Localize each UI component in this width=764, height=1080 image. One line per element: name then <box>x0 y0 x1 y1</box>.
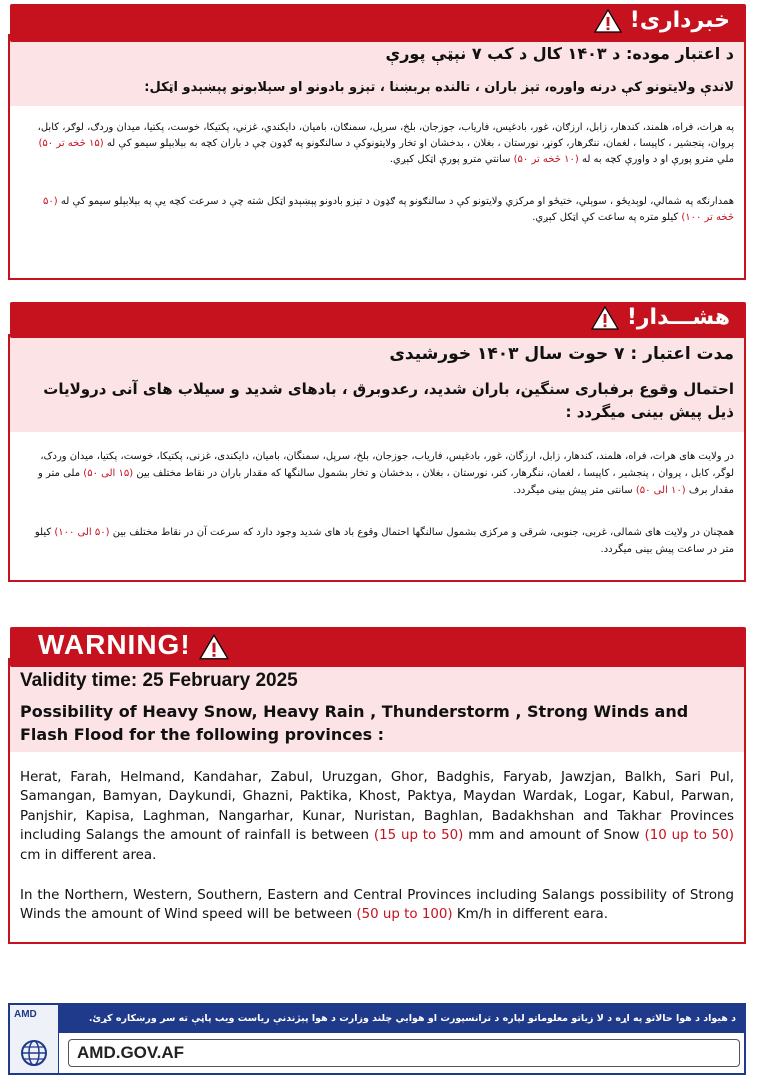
dari-wind-end: کیلو متر در ساعت پیش بینی میگردد. <box>34 527 734 555</box>
dari-wind-range: (۵۰ الی ۱۰۰) <box>54 527 110 538</box>
pashto-wind-text: همدارنګه په شمالي، لوېديځو ، سوېلي، ختيځو او مرکزي ولايتونو کې د سالنګونو په ګډون د تېزو بادونو پېښېدو اټکل شته چې د سرعت کچه يې په بېلابېلو سيمو کې له <box>60 196 734 207</box>
pashto-snow-range: (۱۰ څخه تر ۵۰) <box>513 154 579 165</box>
dari-validity: مدت اعتبار : ۷ حوت سال ۱۴۰۳ خورشیدی <box>389 344 734 364</box>
dari-banner-title-wrap <box>591 305 730 330</box>
footer-note-bar <box>58 1005 744 1033</box>
warning-triangle-icon <box>594 9 622 33</box>
pashto-headline: لاندې ولایتونو کې درنه واوره، تېز باران ، تالنده بربښنا ، تېزو بادونو او سېلابونو پېښېدو اټکل: <box>144 80 734 95</box>
dari-rain-range: (۱۵ الی ۵۰) <box>83 468 134 479</box>
dari-warning-section <box>8 334 746 582</box>
warning-triangle-icon <box>591 306 619 330</box>
english-warning-section <box>8 658 746 944</box>
english-warning-banner <box>10 627 746 667</box>
pashto-rain-range: (۱۵ څخه تر ۵۰) <box>38 138 104 149</box>
english-wind-end: Km/h in different eara. <box>456 907 608 923</box>
amd-badge: AMD <box>14 1009 37 1020</box>
english-banner-title-wrap <box>38 629 229 661</box>
pashto-rain-paragraph <box>22 120 734 168</box>
dari-wind-text: همچنان در ولایت های شمالی، غربی، جنوبی، شرقی و مرکزی بشمول سالنگها احتمال وقوع باد های شدید وجود دارد که سرعت آن در نقاط مختلف بین <box>112 527 734 538</box>
english-rain-paragraph <box>20 768 734 865</box>
globe-icon <box>20 1039 48 1067</box>
pashto-warning-section <box>8 34 746 280</box>
pashto-wind-end: کيلو متره په ساعت کې اټکل کېږي. <box>532 212 679 223</box>
dari-warning-banner <box>10 302 746 338</box>
dari-rain-text: در ولایت های هرات، فراه، هلمند، کندهار، زابل، ارزگان، غور، بادغیس، فاریاب، جوزجان، بلخ، سرپل، سمنگان، بامیان، دایکندی، غزنی، پکتیکا، خوست، پکتیا، میدان وردک، لوگر، کابل ، پروان ، پنجشیر ، کاپیسا ، لغمان، ننگرهار، کنر، نورستان ، بغلان ، بدخشان و تخار بشمول سالنگها که مقدار باران در نقاط مختلف بین <box>40 451 734 479</box>
english-snow-range: (10 up to 50) <box>644 828 734 844</box>
dari-wind-paragraph <box>22 524 734 558</box>
english-rain-mid: mm and amount of Snow <box>468 828 640 844</box>
english-wind-range: (50 up to 100) <box>356 907 453 923</box>
pashto-banner-title: خبرداری! <box>629 8 730 33</box>
pashto-banner-title-wrap <box>594 8 730 33</box>
english-wind-paragraph <box>20 886 734 925</box>
english-rain-end: cm in different area. <box>20 847 157 863</box>
pashto-rain-mid: ملي مترو پورې او د واورې کچه به له <box>581 154 734 165</box>
pashto-rain-end: سانتي مترو پورې اټکل کېږي. <box>389 154 511 165</box>
footer-url-box[interactable] <box>68 1039 740 1067</box>
dari-rain-mid: ملی متر و مقدار برف <box>38 468 734 496</box>
warning-triangle-icon <box>199 634 229 660</box>
footer-url[interactable]: AMD.GOV.AF <box>77 1043 185 1062</box>
english-rain-range: (15 up to 50) <box>373 828 464 844</box>
dari-rain-end: سانتی متر پیش بینی میگردد. <box>513 485 633 496</box>
pashto-rain-text: په هرات، فراه، هلمند، کندهار، زابل، ارزګان، غور، بادغیس، فاریاب، جوزجان، بلخ، سرپل، سمنګان، بامیان، دایکندي، غزني، پکتیکا، خوست، پکتیا، میدان وردګ، لوګر، کابل، پروان، پنجشیر ، کاپیسا ، لغمان، ننګرهار، کونړ، نورستان ، بغلان ، بدخشان او تخار ولایتونوکې د سالنګونو په ګډون چې د باران کچه به بېلابېلو سیمو کې له <box>37 122 734 149</box>
pashto-validity: د اعتبار موده: د ۱۴۰۳ کال د کب ۷ نېټې پورې <box>385 44 734 63</box>
english-wind-text: In the Northern, Western, Southern, Eastern and Central Provinces including Salangs possibility of Strong Winds the amount of Wind speed will be between <box>20 888 734 923</box>
footer-logo-panel <box>10 1005 59 1073</box>
dari-rain-paragraph <box>22 448 734 499</box>
footer <box>8 1003 746 1075</box>
dari-headline: احتمال وقوع برفباری سنگین، باران شدید، رعدوبرق ، بادهای شدید و سیلاب های آنی درولایات ذیل پیش بینی میگردد : <box>43 380 734 421</box>
english-headline: Possibility of Heavy Snow, Heavy Rain , Thunderstorm , Strong Winds and Flash Flood for the following provinces : <box>20 702 689 745</box>
pashto-wind-range: (۵۰ څخه تر ۱۰۰) <box>43 196 734 223</box>
english-validity: Validity time: 25 February 2025 <box>20 670 298 691</box>
english-banner-title: WARNING! <box>38 629 191 660</box>
english-rain-text: Herat, Farah, Helmand, Kandahar, Zabul, Uruzgan, Ghor, Badghis, Faryab, Jawzjan, Balkh, Sari Pul, Samangan, Bamyan, Daykundi, Ghazni, Paktika, Khost, Paktya, Maydan Wardak, Logar, Kabul, Parwan, Panjshir, Kapisa, Laghman, Nangarhar, Kunar, Nuristan, Baghlan, Badakhshan and Takhar Provinces including Salangs the amount of rainfall is between <box>20 770 734 844</box>
pashto-wind-paragraph <box>22 194 734 226</box>
dari-banner-title: هشـــدار! <box>626 305 730 330</box>
footer-note: د هیواد د هوا حالاتو په اړه د لا زیاتو معلوماتو لپاره د ترانسپورت او هوایي چلند وزارت د هوا پېژندنې ریاست ویب پاڼې ته سر ورښکاره کړئ. <box>88 1013 736 1024</box>
pashto-warning-banner <box>10 4 746 42</box>
dari-snow-range: (۱۰ الی ۵۰) <box>635 485 686 496</box>
